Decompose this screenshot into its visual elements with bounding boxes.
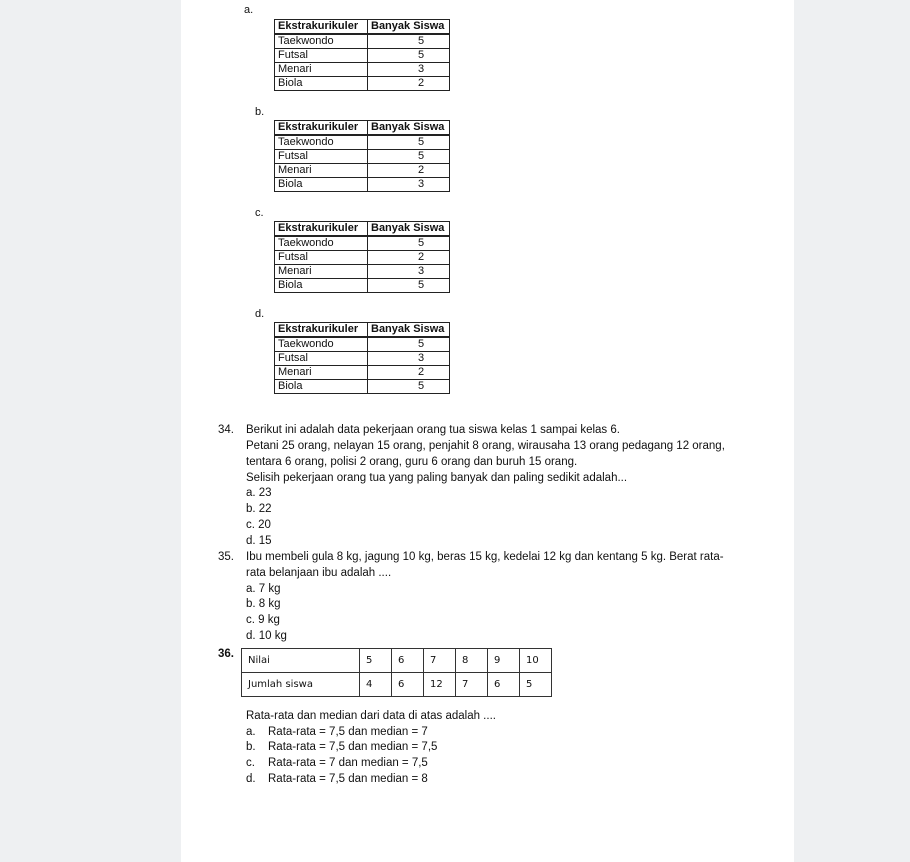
table-cell: 10 <box>520 649 552 673</box>
table-cell: 5 <box>368 380 450 394</box>
table-cell: 2 <box>368 164 450 178</box>
choice-letter: b. <box>246 741 256 753</box>
table-cell: Taekwondo <box>275 34 368 49</box>
table-cell: 7 <box>424 649 456 673</box>
table-cell: Biola <box>275 178 368 192</box>
answer-choice: b. 8 kg <box>246 598 281 610</box>
table-cell: Biola <box>275 77 368 91</box>
table-header: Ekstrakurikuler <box>275 121 368 136</box>
answer-choice: Rata-rata = 7,5 dan median = 8 <box>268 773 428 785</box>
table-cell: 9 <box>488 649 520 673</box>
table-cell: 5 <box>368 49 450 63</box>
table-header: Banyak Siswa <box>368 222 450 237</box>
table-cell: 6 <box>392 649 424 673</box>
question-text: Ibu membeli gula 8 kg, jagung 10 kg, beras 15 kg, kedelai 12 kg dan kentang 5 kg. Berat rata- <box>246 551 724 563</box>
nilai-table <box>241 648 552 697</box>
question-text: Rata-rata dan median dari data di atas adalah .... <box>246 710 496 722</box>
choice-letter: d. <box>246 773 256 785</box>
table-cell: 5 <box>360 649 392 673</box>
table-cell: 5 <box>520 673 552 697</box>
table-cell: Futsal <box>275 150 368 164</box>
table-cell: Futsal <box>275 352 368 366</box>
document-page <box>181 0 794 862</box>
table-cell: 3 <box>368 63 450 77</box>
table-cell: Biola <box>275 279 368 293</box>
table-cell: 7 <box>456 673 488 697</box>
table-cell: Biola <box>275 380 368 394</box>
table-cell: 3 <box>368 265 450 279</box>
answer-choice: d. 15 <box>246 535 272 547</box>
table-cell: Menari <box>275 164 368 178</box>
table-header: Ekstrakurikuler <box>275 222 368 237</box>
table-cell: Taekwondo <box>275 337 368 352</box>
question-text: Petani 25 orang, nelayan 15 orang, penjahit 8 orang, wirausaha 13 orang pedagang 12 orang, <box>246 440 725 452</box>
table-cell: 4 <box>360 673 392 697</box>
table-header: Ekstrakurikuler <box>275 323 368 338</box>
answer-choice: a. 23 <box>246 487 272 499</box>
table-cell: Menari <box>275 366 368 380</box>
table-cell: 5 <box>368 236 450 251</box>
option-c-label: c. <box>255 207 264 219</box>
question-number: 34. <box>218 424 234 436</box>
answer-choice: Rata-rata = 7 dan median = 7,5 <box>268 757 428 769</box>
option-c-table <box>274 221 450 293</box>
table-cell: 5 <box>368 279 450 293</box>
answer-choice: c. 20 <box>246 519 271 531</box>
table-header: Banyak Siswa <box>368 323 450 338</box>
table-cell: 8 <box>456 649 488 673</box>
table-cell: 5 <box>368 150 450 164</box>
table-cell: Futsal <box>275 49 368 63</box>
table-cell: Taekwondo <box>275 236 368 251</box>
table-cell: 3 <box>368 352 450 366</box>
table-cell: 2 <box>368 366 450 380</box>
choice-letter: c. <box>246 757 255 769</box>
table-cell: 6 <box>392 673 424 697</box>
table-cell: 3 <box>368 178 450 192</box>
table-header: Ekstrakurikuler <box>275 20 368 35</box>
answer-choice: Rata-rata = 7,5 dan median = 7,5 <box>268 741 438 753</box>
option-d-table <box>274 322 450 394</box>
answer-choice: b. 22 <box>246 503 272 515</box>
table-cell: 12 <box>424 673 456 697</box>
table-row-label: Jumlah siswa <box>242 673 360 697</box>
table-header: Banyak Siswa <box>368 121 450 136</box>
question-text: rata belanjaan ibu adalah .... <box>246 567 392 579</box>
question-text: tentara 6 orang, polisi 2 orang, guru 6 orang dan buruh 15 orang. <box>246 456 578 468</box>
table-header: Banyak Siswa <box>368 20 450 35</box>
table-cell: 5 <box>368 135 450 150</box>
table-cell: 6 <box>488 673 520 697</box>
table-cell: Taekwondo <box>275 135 368 150</box>
question-text: Selisih pekerjaan orang tua yang paling banyak dan paling sedikit adalah... <box>246 472 628 484</box>
option-b-table <box>274 120 450 192</box>
table-cell: 5 <box>368 34 450 49</box>
answer-choice: d. 10 kg <box>246 630 287 642</box>
answer-choice: a. 7 kg <box>246 583 281 595</box>
table-cell: Futsal <box>275 251 368 265</box>
table-cell: Menari <box>275 265 368 279</box>
question-number: 36. <box>218 648 234 660</box>
option-b-label: b. <box>255 106 265 118</box>
choice-letter: a. <box>246 726 256 738</box>
table-cell: 2 <box>368 251 450 265</box>
table-row-label: Nilai <box>242 649 360 673</box>
option-a-table <box>274 19 450 91</box>
option-d-label: d. <box>255 308 265 320</box>
table-cell: 5 <box>368 337 450 352</box>
table-cell: 2 <box>368 77 450 91</box>
option-a-label: a. <box>244 4 254 16</box>
question-text: Berikut ini adalah data pekerjaan orang tua siswa kelas 1 sampai kelas 6. <box>246 424 620 436</box>
question-number: 35. <box>218 551 234 563</box>
table-cell: Menari <box>275 63 368 77</box>
answer-choice: Rata-rata = 7,5 dan median = 7 <box>268 726 428 738</box>
answer-choice: c. 9 kg <box>246 614 280 626</box>
